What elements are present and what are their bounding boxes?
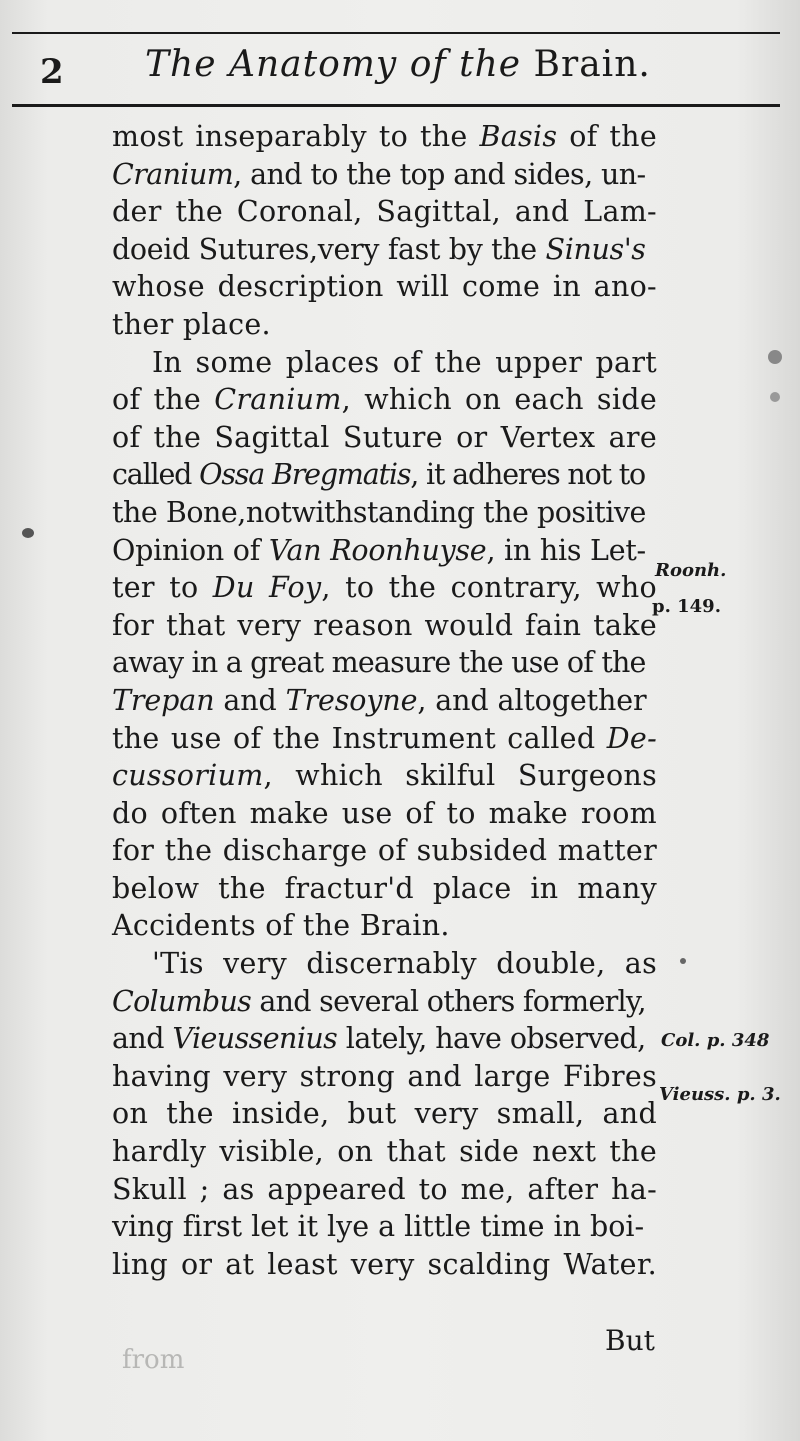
text-line: for that very reason would fain take — [112, 608, 657, 642]
text-line: Skull ; as appeared to me, after ha- — [112, 1172, 657, 1206]
text-line: of the Sagittal Suture or Vertex are — [112, 420, 657, 454]
margin-note-vieuss: Vieuss. p. 3. — [659, 1084, 781, 1105]
header-top-rule — [12, 32, 780, 34]
text-line: ther place. — [112, 307, 271, 341]
text-line: the Bone,notwithstanding the positive — [112, 495, 646, 529]
paragraph-start: 'Tis very discernably double, as — [152, 947, 657, 981]
text-line: ling or at least very scalding Water. — [112, 1247, 657, 1281]
text-line: and Vieussenius lately, have observed, — [112, 1022, 646, 1056]
text-line: ter to Du Foy, to the contrary, who — [112, 571, 657, 605]
text-line: doeid Sutures,very fast by the Sinus's — [112, 232, 646, 266]
text-line: away in a great measure the use of the — [112, 646, 646, 680]
ink-speck — [768, 350, 782, 364]
margin-note-col: Col. p. 348 — [661, 1030, 770, 1051]
text-line: cussorium, which skilful Surgeons — [112, 759, 657, 793]
header-bottom-rule — [12, 104, 780, 107]
text-line: whose description will come in ano- — [112, 270, 657, 304]
text-line: do often make use of to make room — [112, 796, 657, 830]
catchword: But — [605, 1324, 655, 1357]
text-line: Columbus and several others formerly, — [112, 984, 646, 1018]
text-line: Opinion of Van Roonhuyse, in his Let- — [112, 533, 646, 567]
text-line: most inseparably to the Basis of the — [112, 120, 657, 153]
running-head — [145, 44, 745, 85]
text-line: hardly visible, on that side next the — [112, 1135, 657, 1169]
ink-speck — [680, 958, 686, 964]
text-line: of the Cranium, which on each side — [112, 383, 657, 417]
ink-speck — [22, 528, 34, 538]
text-line: ving first let it lye a little time in boi- — [112, 1210, 645, 1244]
text-line: called Ossa Bregmatis, it adheres not to — [112, 458, 646, 492]
bleed-through-text: from — [122, 1345, 185, 1375]
text-line: der the Coronal, Sagittal, and Lam- — [112, 195, 657, 229]
text-line: having very strong and large Fibres — [112, 1059, 657, 1093]
running-head-of-the: of the — [409, 44, 522, 85]
running-head-brain: Brain. — [533, 44, 651, 85]
running-head-the: The — [145, 44, 217, 85]
text-line: below the fractur'd place in many — [112, 871, 657, 905]
margin-note-roonh: Roonh. — [655, 560, 727, 581]
text-line: Cranium, and to the top and sides, un- — [112, 157, 646, 191]
text-line: Trepan and Tresoyne, and altogether — [112, 683, 647, 717]
text-line: for the discharge of subsided matter — [112, 834, 657, 868]
text-line: the use of the Instrument called De- — [112, 721, 657, 755]
text-line: on the inside, but very small, and — [112, 1097, 657, 1131]
running-head-anatomy: Anatomy — [228, 44, 398, 85]
margin-note-roonh-page: p. 149. — [652, 596, 721, 617]
text-line: Accidents of the Brain. — [112, 909, 450, 943]
page-number: 2 — [40, 52, 64, 92]
paragraph-start: In some places of the upper part — [152, 345, 657, 379]
ink-speck — [770, 392, 780, 402]
body-text — [112, 118, 657, 1283]
